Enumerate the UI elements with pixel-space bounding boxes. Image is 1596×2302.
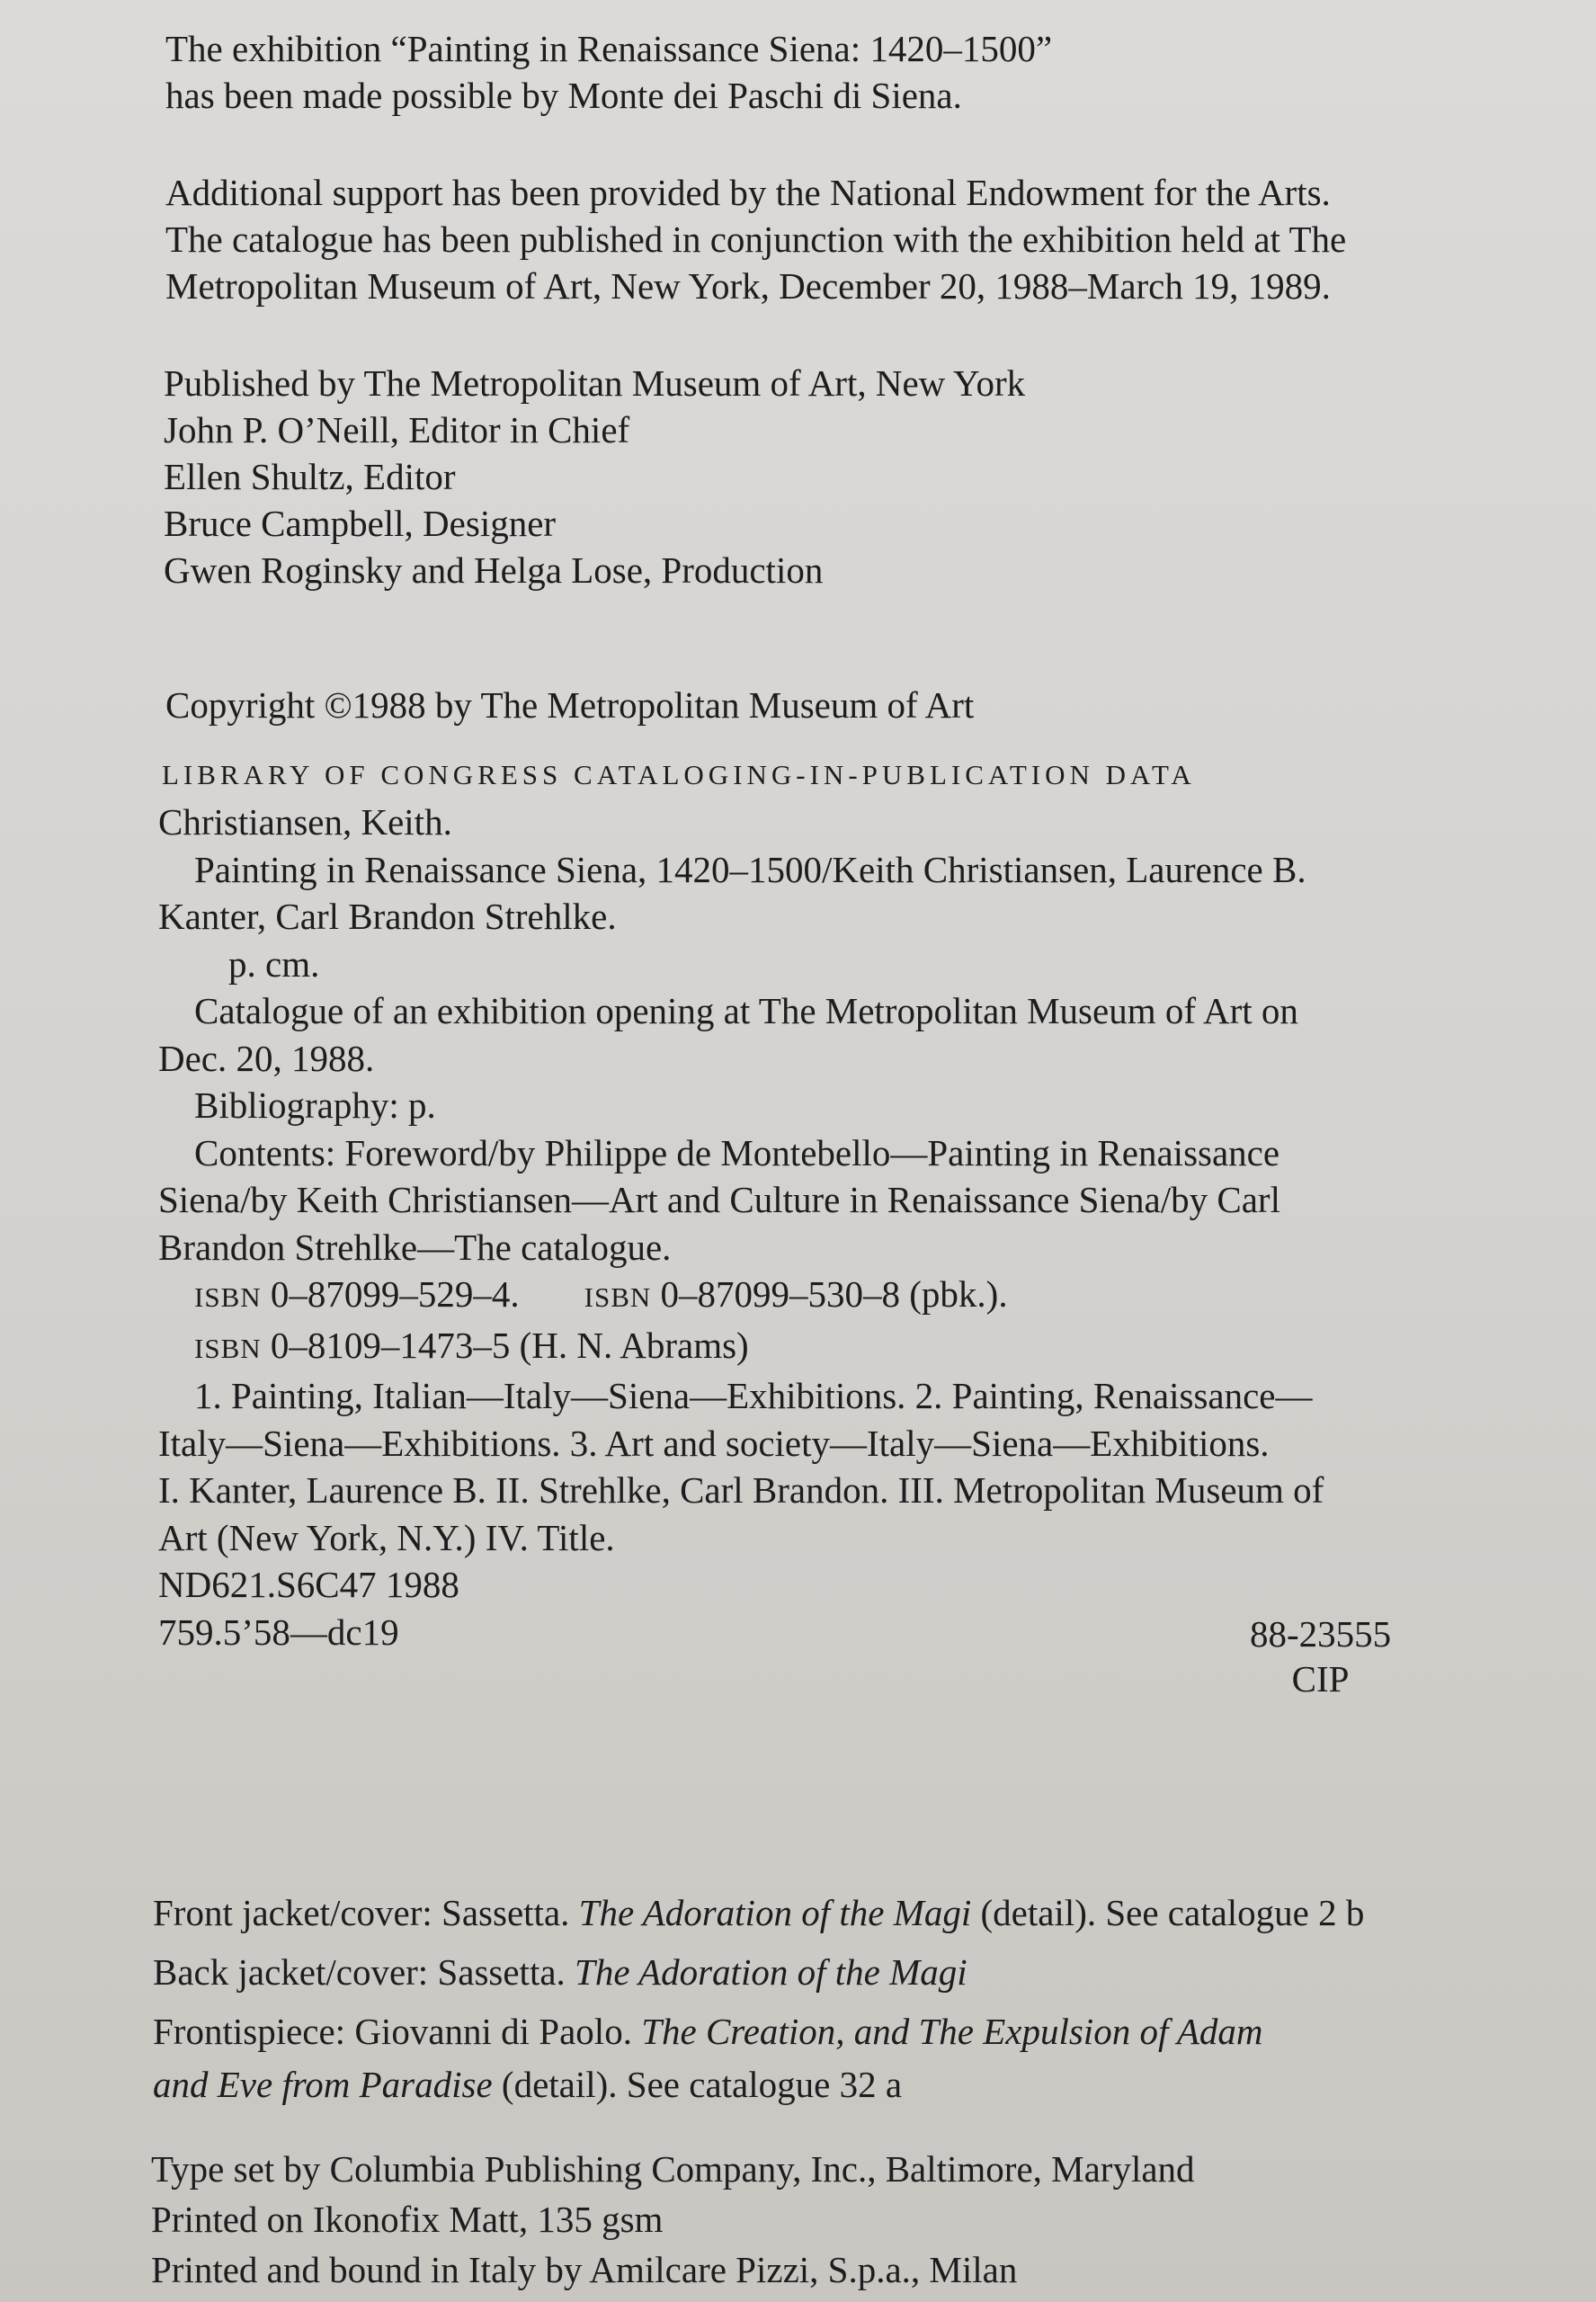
cip-author: Christiansen, Keith.: [158, 801, 452, 843]
frontispiece-credit: Frontispiece: Giovanni di Paolo. The Creation, and The Expulsion of Adam: [153, 2011, 1263, 2052]
cip-note: Catalogue of an exhibition opening at The Metropolitan Museum of Art on: [194, 990, 1298, 1031]
credit-line: Ellen Shultz, Editor: [164, 456, 456, 497]
cip-dewey: 759.5’58—dc19: [158, 1611, 399, 1653]
lc-cip-heading-text: LIBRARY OF CONGRESS CATALOGING-IN-PUBLICATION DATA: [162, 759, 1196, 790]
cip-subjects: Italy—Siena—Exhibitions. 3. Art and society—Italy—Siena—Exhibitions.: [158, 1422, 1270, 1464]
support-line: Additional support has been provided by the National Endowment for the Arts.: [165, 172, 1331, 213]
production-line: Printed on Ikonofix Matt, 135 gsm: [151, 2199, 664, 2240]
isbn-value: 0–8109–1473–5 (H. N. Abrams): [270, 1324, 749, 1366]
artwork-title: and Eve from Paradise: [153, 2064, 493, 2105]
cip-physical: p. cm.: [228, 942, 320, 985]
cip-subjects: I. Kanter, Laurence B. II. Strehlke, Carl Brandon. III. Metropolitan Museum of: [158, 1469, 1324, 1511]
artwork-title: The Creation, and The Expulsion of Adam: [641, 2011, 1263, 2052]
production-credits: [151, 2144, 1195, 2295]
isbn-label: ISBN: [584, 1281, 652, 1313]
cip-isbn-line: [158, 1322, 1324, 1373]
isbn-label: ISBN: [194, 1332, 262, 1364]
copyright-notice: [165, 682, 974, 728]
credit-line: John P. O’Neill, Editor in Chief: [164, 409, 630, 451]
artwork-title: The Adoration of the Magi: [578, 1892, 972, 1933]
cip-bibliography: Bibliography: p.: [194, 1084, 436, 1126]
cip-subjects: 1. Painting, Italian—Italy—Siena—Exhibitions. 2. Painting, Renaissance—: [194, 1375, 1313, 1416]
production-line: Printed and bound in Italy by Amilcare Pizzi, S.p.a., Milan: [151, 2249, 1018, 2290]
cip-subjects: Art (New York, N.Y.) IV. Title.: [158, 1516, 615, 1558]
cip-contents: Brandon Strehlke—The catalogue.: [158, 1226, 672, 1268]
support-line: The catalogue has been published in conjunction with the exhibition held at The: [165, 219, 1347, 260]
cip-title: Kanter, Carl Brandon Strehlke.: [158, 896, 617, 937]
sponsor-line: has been made possible by Monte dei Paschi di Siena.: [165, 75, 962, 116]
credit-line: Gwen Roginsky and Helga Lose, Production: [164, 549, 824, 591]
cip-isbn-line: [158, 1271, 1324, 1322]
back-cover-credit: Back jacket/cover: Sassetta. The Adoration of the Magi: [153, 1951, 967, 1993]
sponsor-statement: [165, 25, 1052, 119]
cip-label: CIP: [1291, 1658, 1350, 1700]
lccn-block: [1250, 1611, 1391, 1701]
lc-cip-heading: [162, 752, 1196, 799]
production-line: Type set by Columbia Publishing Company, Inc., Baltimore, Maryland: [151, 2148, 1195, 2190]
isbn-value: 0–87099–529–4.: [270, 1273, 520, 1315]
cip-contents: Siena/by Keith Christiansen—Art and Culture in Renaissance Siena/by Carl: [158, 1179, 1280, 1220]
sponsor-line: The exhibition “Painting in Renaissance Siena: 1420–1500”: [165, 28, 1053, 69]
artwork-title: The Adoration of the Magi: [575, 1951, 967, 1993]
credit-line: Published by The Metropolitan Museum of Art, New York: [164, 362, 1026, 404]
front-cover-credit: Front jacket/cover: Sassetta. The Adoration of the Magi (detail). See catalogue 2 b: [153, 1892, 1365, 1933]
cip-note: Dec. 20, 1988.: [158, 1037, 375, 1079]
support-line: Metropolitan Museum of Art, New York, December 20, 1988–March 19, 1989.: [165, 265, 1331, 307]
isbn-label: ISBN: [194, 1281, 262, 1313]
cip-record: [158, 799, 1324, 1655]
frontispiece-credit: and Eve from Paradise (detail). See catalogue 32 a: [153, 2064, 903, 2105]
credit-line: Bruce Campbell, Designer: [164, 503, 557, 544]
cip-call-number: ND621.S6C47 1988: [158, 1564, 459, 1605]
illustration-credits: [153, 1883, 1364, 2108]
isbn-value: 0–87099–530–8 (pbk.).: [660, 1273, 1008, 1315]
lccn: 88-23555: [1250, 1613, 1392, 1655]
publication-credits: [164, 360, 1025, 593]
support-statement: [165, 169, 1346, 309]
cip-contents: Contents: Foreword/by Philippe de Montebello—Painting in Renaissance: [194, 1131, 1280, 1173]
cip-title: Painting in Renaissance Siena, 1420–1500/Keith Christiansen, Laurence B.: [194, 848, 1306, 890]
copyright-text: Copyright ©1988 by The Metropolitan Museum of Art: [165, 684, 975, 726]
